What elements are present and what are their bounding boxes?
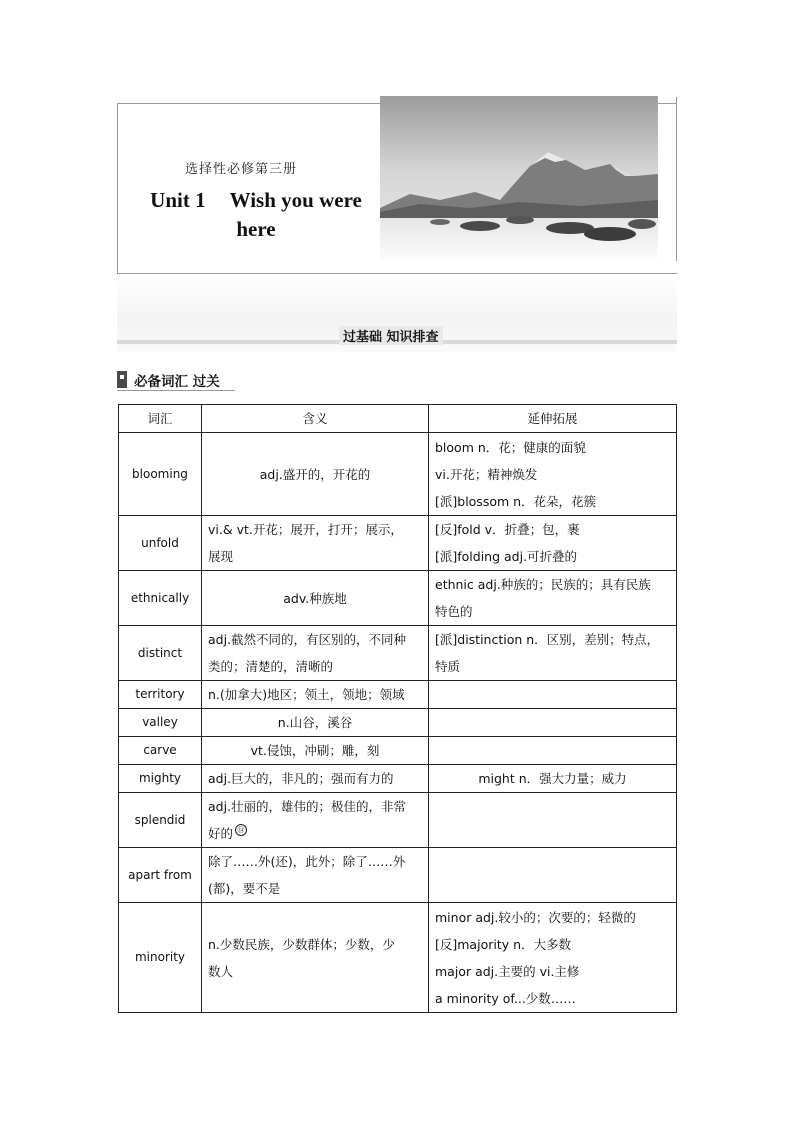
unit-number: Unit 1	[150, 188, 206, 212]
word-cell: minority	[119, 903, 202, 1013]
meaning-cell: n.山谷，溪谷	[202, 709, 429, 737]
extension-line: 特色的	[435, 604, 473, 619]
table-row	[119, 433, 677, 516]
table-row	[119, 737, 677, 765]
meaning-line: n.少数民族，少数群体；少数，少	[208, 936, 395, 952]
extension-line: minor adj.较小的；次要的；轻微的	[435, 909, 636, 925]
extension-line: [派]folding adj.可折叠的	[435, 549, 578, 564]
table-row	[119, 903, 677, 1013]
meaning-cell: adv.种族地	[202, 571, 429, 626]
extension-line: 特质	[435, 659, 461, 674]
word-cell: splendid	[119, 793, 202, 848]
extension-line: major adj.主要的 vi.主修	[435, 963, 580, 979]
extension-cell	[429, 793, 677, 848]
extension-line: [派]blossom n．花朵，花簇	[435, 493, 597, 509]
table-row	[119, 848, 677, 903]
extension-line: vi.开花；精神焕发	[435, 466, 538, 482]
extension-cell: might n．强大力量；威力	[429, 765, 677, 793]
extension-cell	[429, 848, 677, 903]
meaning-cell: adj.巨大的，非凡的；强而有力的	[202, 765, 429, 793]
extension-cell	[429, 681, 677, 709]
meaning-cell	[202, 516, 429, 571]
table-row	[119, 516, 677, 571]
table-row	[119, 571, 677, 626]
extension-line: ethnic adj.种族的；民族的；具有民族	[435, 577, 651, 592]
word-cell: apart from	[119, 848, 202, 903]
vocab-table	[118, 404, 677, 1013]
meaning-cell	[202, 626, 429, 681]
table-row	[119, 709, 677, 737]
table-row	[119, 793, 677, 848]
meaning-cell	[202, 903, 429, 1013]
meaning-line: adj.壮丽的，雄伟的；极佳的，非常	[208, 799, 407, 814]
section-label: 过基础 知识排查	[339, 326, 443, 345]
extension-cell	[429, 626, 677, 681]
meaning-line	[208, 820, 422, 847]
word-cell: distinct	[119, 626, 202, 681]
section-band	[117, 274, 677, 352]
meaning-line: vi.& vt.开花；展开，打开；展示，	[208, 522, 403, 537]
meaning-cell: adj.盛开的，开花的	[202, 433, 429, 516]
meaning-cell	[202, 848, 429, 903]
extension-cell	[429, 433, 677, 516]
extension-cell	[429, 903, 677, 1013]
extension-line: [反]majority n．大多数	[435, 936, 572, 952]
word-cell: blooming	[119, 433, 202, 516]
table-row	[119, 681, 677, 709]
table-header-row	[119, 405, 677, 433]
heading-marker-icon	[117, 371, 127, 388]
header-extension: 延伸拓展	[429, 405, 677, 433]
word-cell: valley	[119, 709, 202, 737]
extension-line: a minority of...少数……	[435, 990, 576, 1006]
word-cell: carve	[119, 737, 202, 765]
word-cell: unfold	[119, 516, 202, 571]
vocab-title: 必备词汇 过关	[134, 374, 220, 390]
extension-line: [派]distinction n．区别，差别；特点，	[435, 632, 660, 647]
word-cell: mighty	[119, 765, 202, 793]
meaning-line: 展现	[208, 549, 234, 564]
meaning-line: adj.截然不同的，有区别的，不同种	[208, 632, 407, 647]
unit-banner	[117, 96, 677, 274]
landscape-photo	[380, 96, 658, 259]
header-word: 词汇	[119, 405, 202, 433]
extension-line: bloom n．花；健康的面貌	[435, 439, 586, 455]
table-row	[119, 626, 677, 681]
unit-title	[125, 186, 387, 244]
extension-line: [反]fold v．折叠；包，裹	[435, 522, 580, 537]
meaning-cell: vt.侵蚀，冲刷；雕，刻	[202, 737, 429, 765]
word-cell: ethnically	[119, 571, 202, 626]
book-subtitle: 选择性必修第三册	[185, 162, 298, 177]
word-cell: territory	[119, 681, 202, 709]
heading-underline	[117, 390, 235, 391]
table-row	[119, 765, 677, 793]
meaning-line: 除了……外(还)，此外；除了……外	[208, 854, 406, 869]
meaning-line: (都)，要不是	[208, 881, 281, 896]
meaning-text: 好的	[208, 826, 234, 841]
meaning-cell: n.(加拿大)地区；领土，领地；领域	[202, 681, 429, 709]
unit-title-line2: here	[236, 217, 276, 241]
extension-cell	[429, 516, 677, 571]
note-number-badge: ⑭	[235, 824, 247, 836]
unit-title-line1: Wish you were	[229, 188, 362, 212]
extension-cell	[429, 737, 677, 765]
extension-cell	[429, 709, 677, 737]
meaning-cell	[202, 793, 429, 848]
extension-cell	[429, 571, 677, 626]
meaning-line: 类的；清楚的，清晰的	[208, 659, 334, 674]
header-meaning: 含义	[202, 405, 429, 433]
meaning-line: 数人	[208, 963, 234, 979]
